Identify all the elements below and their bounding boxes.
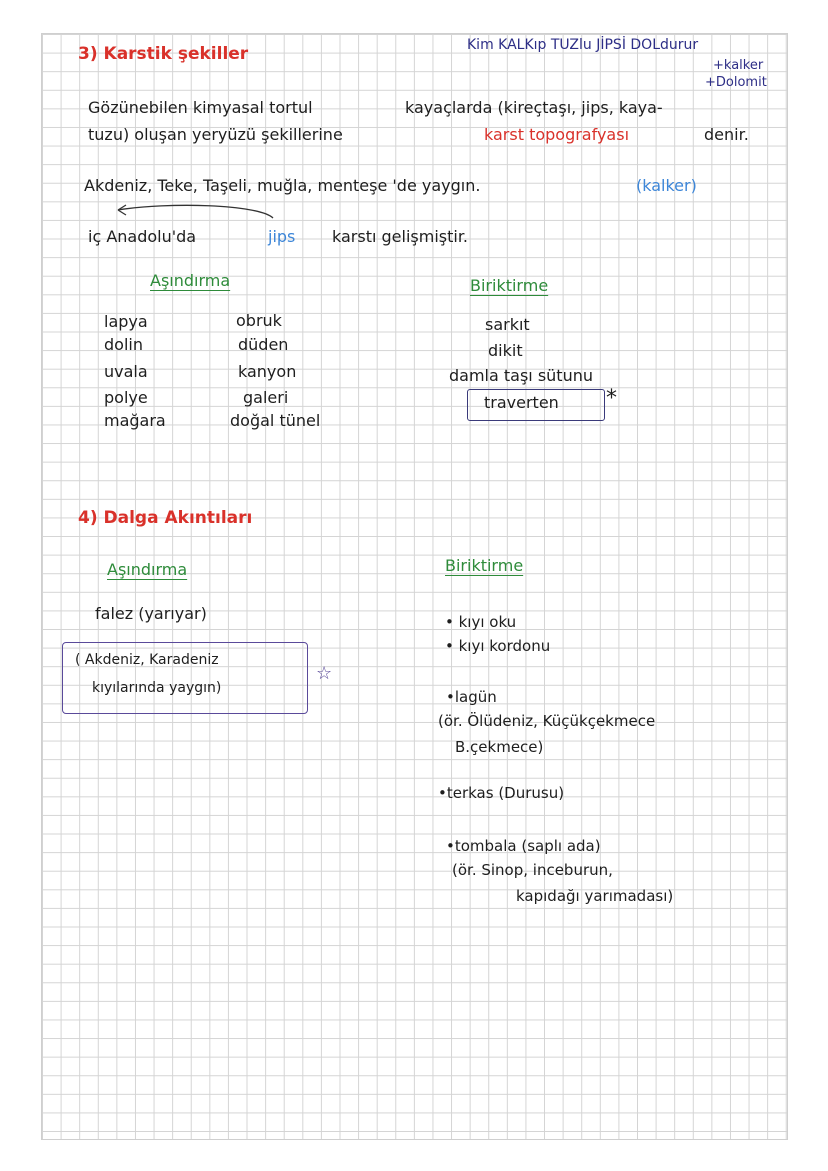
jips-term: jips	[268, 227, 296, 246]
list-item: obruk	[236, 311, 282, 330]
list-item: mağara	[104, 411, 166, 430]
tombolo-example-2: kapıdağı yarımadası)	[516, 887, 674, 905]
terkas-item: •terkas (Durusu)	[438, 784, 565, 802]
desc-line2-b: denir.	[704, 125, 749, 144]
s4-deposition-title: Biriktirme	[445, 556, 524, 575]
mnemonic-add-dolomit: +Dolomit	[705, 75, 767, 90]
list-item: sarkıt	[485, 315, 530, 334]
list-item: polye	[104, 388, 148, 407]
list-item: kanyon	[238, 362, 297, 381]
mnemonic-add-kalker: +kalker	[713, 58, 764, 73]
lagun-example-1: (ör. Ölüdeniz, Küçükçekmece	[438, 712, 656, 730]
s4-erosion-title: Aşındırma	[107, 560, 188, 579]
traverten-label: traverten	[484, 393, 559, 412]
desc-line1-a: Gözünebilen kimyasal tortul	[88, 98, 313, 117]
list-item: uvala	[104, 362, 148, 381]
karst-topography-term: karst topografyası	[484, 125, 630, 144]
list-item: dikit	[488, 341, 523, 360]
tombolo-example-1: (ör. Sinop, inceburun,	[452, 861, 613, 879]
section4-title: 4) Dalga Akıntıları	[78, 508, 253, 528]
list-item: dolin	[104, 335, 143, 354]
star-icon: *	[606, 386, 617, 411]
inner-anatolia-b: karstı gelişmiştir.	[332, 227, 469, 246]
lagun-example-2: B.çekmece)	[455, 738, 544, 756]
lagun-item: •lagün	[446, 688, 497, 706]
mnemonic: Kim KALKıp TUZlu JİPSİ DOLdurur	[467, 37, 699, 53]
section3-title: 3) Karstik şekiller	[78, 44, 249, 64]
list-item: galeri	[243, 388, 289, 407]
falez-note-line1: ( Akdeniz, Karadeniz	[75, 652, 219, 668]
list-item: damla taşı sütunu	[449, 366, 593, 385]
regions-line: Akdeniz, Teke, Taşeli, muğla, menteşe 'de yaygın.	[84, 176, 481, 195]
s3-deposition-title: Biriktirme	[470, 276, 549, 295]
list-item: lapya	[104, 312, 148, 331]
desc-line2-a: tuzu) oluşan yeryüzü şekillerine	[88, 125, 343, 144]
s3-erosion-title: Aşındırma	[150, 271, 231, 290]
curved-arrow	[108, 196, 278, 222]
list-item: düden	[238, 335, 289, 354]
list-item: • kıyı kordonu	[445, 637, 551, 655]
desc-line1-b: kayaçlarda (kireçtaşı, jips, kaya-	[405, 98, 663, 117]
falez-item: falez (yarıyar)	[95, 604, 207, 623]
falez-note-line2: kıyılarında yaygın)	[92, 680, 222, 696]
list-item: doğal tünel	[230, 411, 321, 430]
list-item: • kıyı oku	[445, 613, 517, 631]
regions-note: (kalker)	[636, 176, 697, 195]
tombolo-item: •tombala (saplı ada)	[446, 837, 601, 855]
inner-anatolia-a: iç Anadolu'da	[88, 227, 197, 246]
star-icon: ☆	[316, 663, 333, 684]
